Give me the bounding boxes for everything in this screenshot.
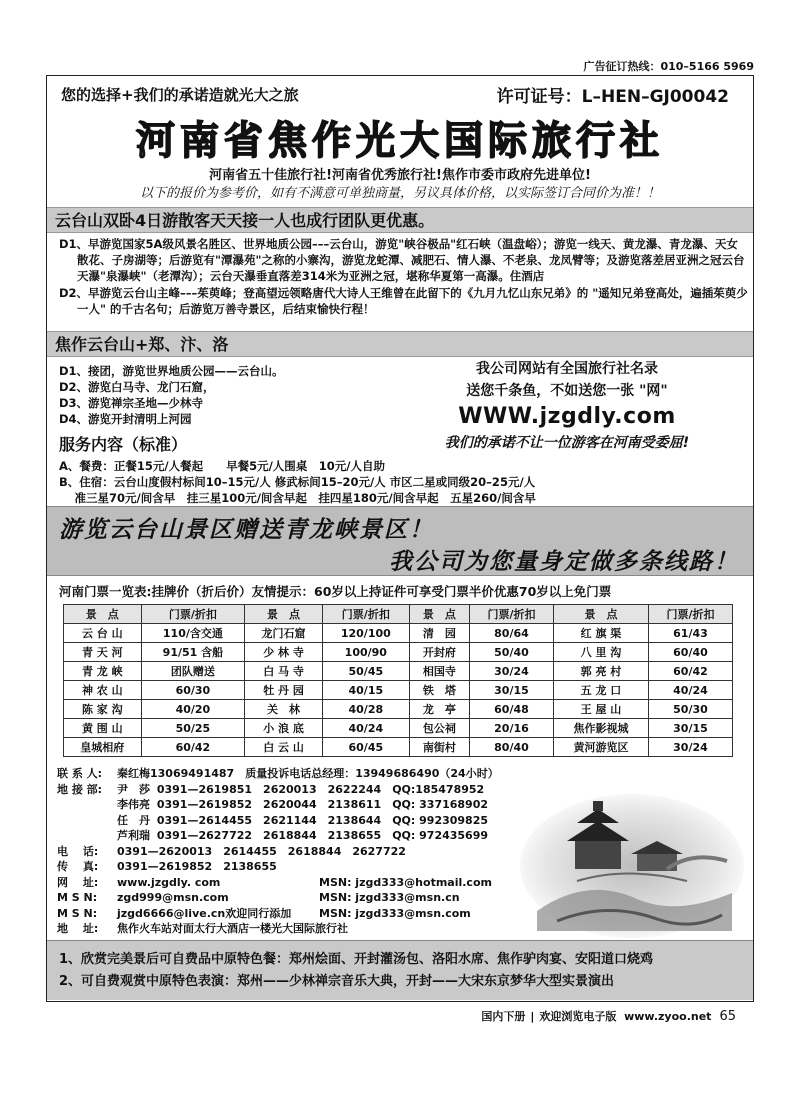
ticket-spot: 神 农 山 [64,681,142,700]
staff-qq: QQ: 337168902 [392,798,489,811]
ticket-spot: 青 天 河 [64,643,142,662]
msn-secondary: MSN: jzgd333@msn.com [319,906,471,920]
tour1-itinerary [59,236,749,318]
ticket-spot: 云 台 山 [64,624,142,643]
ticket-spot: 白 云 山 [245,738,323,757]
promo-banner [47,506,753,576]
ticket-price: 30/24 [648,738,732,757]
ticket-spot: 八 里 沟 [553,643,648,662]
ticket-spot: 关 林 [245,700,323,719]
promo-line2: 送您千条鱼，不如送您一张 "网" [466,383,668,399]
col-price: 门票/折扣 [322,605,409,624]
ticket-price: 60/45 [322,738,409,757]
addr-label: 地 址: [57,922,99,935]
ticket-spot: 少 林 寺 [245,643,323,662]
staff-qq: QQ: 992309825 [392,813,489,827]
contact-info [57,766,527,937]
ticket-price: 120/100 [322,624,409,643]
col-spot: 景 点 [409,605,469,624]
ticket-price: 50/30 [648,700,732,719]
ticket-spot: 黄 围 山 [64,719,142,738]
col-spot: 景 点 [245,605,323,624]
ticket-price: 40/24 [648,681,732,700]
staff-name: 任 丹 [117,813,150,827]
ticket-spot: 牡 丹 园 [245,681,323,700]
msn-secondary: MSN: jzgd333@msn.cn [319,891,460,904]
staff-name: 尹 莎 [117,782,150,796]
ticket-spot: 南街村 [409,738,469,757]
service-lodging: B、住宿：云台山度假村标间10–15元/人 修武标间15–20元/人 市区二星或同级20–25元/人 [59,475,536,489]
tel-label: 电 话: [57,844,99,858]
pavilion-lake-photo [517,781,747,941]
ticket-price: 110/含交通 [141,624,245,643]
msn-label: M S N: [57,891,98,904]
ticket-table [63,604,733,757]
ticket-price: 30/15 [470,681,554,700]
ticket-row [64,719,733,738]
tour1-title: 云台山双卧4日游散客天天接一人也成行团队更优惠。 [47,207,753,233]
col-price: 门票/折扣 [141,605,245,624]
ticket-price: 60/42 [141,738,245,757]
banner-line2: 我公司为您量身定做多条线路！ [389,549,739,575]
ad-hotline: 广告征订热线：010–5166 5969 [583,60,754,73]
web-value[interactable]: www.jzgdly. com [117,875,221,889]
price-disclaimer: 以下的报价为参考价，如有不满意可单独商量，另议具体价格，以实际签订合同价为准！！ [139,186,660,201]
ticket-spot: 焦作影视城 [553,719,648,738]
service-lodging-cont: 准三星70元/间含早 挂三星100元/间含早起 挂四星180元/间含早起 五星260/间含早 [59,491,536,505]
ticket-spot: 相国寺 [409,662,469,681]
ticket-row [64,681,733,700]
ticket-price: 50/25 [141,719,245,738]
staff-name: 芦利瑞 [117,829,150,842]
tour2-day: D1、接团，游览世界地质公园——云台山。 [59,364,284,378]
promo-url[interactable]: WWW.jzgdly.com [458,404,676,429]
ticket-price: 40/15 [322,681,409,700]
tour2-day: D2、游览白马寺、龙门石窟， [59,380,215,394]
footer-site[interactable]: www.zyoo.net [624,1010,712,1023]
tour2-title: 焦作云台山+郑、汴、洛 [47,331,753,357]
col-spot: 景 点 [64,605,142,624]
page-footer: 国内下册 | 欢迎浏览电子版 www.zyoo.net 65 [481,1009,736,1024]
ticket-price: 100/90 [322,643,409,662]
msn-label: M S N: [57,906,98,920]
ticket-row [64,643,733,662]
reception-label: 地 接 部: [57,782,103,796]
ticket-price: 80/40 [470,738,554,757]
ticket-row [64,700,733,719]
ticket-row [64,738,733,757]
ticket-spot: 黄河游览区 [553,738,648,757]
ticket-price: 20/16 [470,719,554,738]
service-details [59,458,749,506]
company-honors: 河南省五十佳旅行社!河南省优秀旅行社!焦作市委市政府先进单位! [209,168,591,183]
ticket-table-title: 河南门票一览表:挂牌价（折后价）友情提示：60岁以上持证件可享受门票半价优惠70岁以上免门票 [59,584,612,599]
ticket-price: 40/20 [141,700,245,719]
footer-tagline: 欢迎浏览电子版 [539,1010,617,1023]
promo-promise: 我们的承诺不让一位游客在河南受委屈! [444,435,690,451]
ticket-header-row [64,605,733,624]
staff-qq: QQ:185478952 [392,782,485,796]
ticket-spot: 陈 家 沟 [64,700,142,719]
ticket-price: 30/24 [470,662,554,681]
col-spot: 景 点 [553,605,648,624]
ticket-spot: 铁 塔 [409,681,469,700]
ad-frame [46,75,754,1002]
ticket-price: 50/40 [470,643,554,662]
header [47,76,753,204]
tour2-day: D3、游览禅宗圣地—少林寺 [59,396,204,410]
tel-value: 0391—2620013 2614455 2618844 2627722 [117,844,406,858]
ticket-price: 60/42 [648,662,732,681]
ticket-price: 团队赠送 [141,662,245,681]
banner-line1: 游览云台山景区赠送青龙峡景区！ [59,517,434,543]
contact-value: 秦红梅13069491487 质量投诉电话总经理：13949686490（24小时） [117,767,499,780]
ticket-price: 30/15 [648,719,732,738]
staff-name: 李伟亮 [117,798,150,811]
slogan: 您的选择+我们的承诺造就光大之旅 [61,86,299,104]
feature-food: 1、欣赏完美景后可自费品中原特色餐：郑州烩面、开封灌汤包、洛阳水席、焦作驴肉宴、安阳道口烧鸡 [59,952,654,967]
website-promo [377,358,754,454]
features-box [47,940,753,1000]
contact-label: 联 系 人: [57,767,103,780]
msn-primary: zgd999@msn.com [117,891,229,904]
promo-line1: 我公司网站有全国旅行社名录 [476,361,658,377]
fax-label: 传 真: [57,860,99,873]
ticket-spot: 龙 亭 [409,700,469,719]
ticket-row [64,624,733,643]
ticket-price: 60/30 [141,681,245,700]
ticket-spot: 小 浪 底 [245,719,323,738]
tour2-itinerary [59,363,389,427]
ticket-spot: 王 屋 山 [553,700,648,719]
staff-phones: 0391—2619852 2620044 2138611 [156,798,382,811]
ticket-spot: 龙门石窟 [245,624,323,643]
ticket-spot: 包公祠 [409,719,469,738]
footer-section: 国内下册 [481,1010,526,1023]
page-number: 65 [719,1009,736,1024]
service-meals: A、餐费：正餐15元/人餐起 早餐5元/人围桌 10元/人自助 [59,459,386,473]
ticket-price: 50/45 [322,662,409,681]
col-price: 门票/折扣 [470,605,554,624]
ticket-row [64,662,733,681]
staff-qq: QQ: 972435699 [392,829,489,842]
staff-phones: 0391—2619851 2620013 2622244 [156,782,382,796]
feature-show: 2、可自费观赏中原特色表演：郑州——少林禅宗音乐大典，开封——大宋东京梦华大型实景演出 [59,974,615,989]
ticket-price: 60/48 [470,700,554,719]
ticket-spot: 清 园 [409,624,469,643]
service-title: 服务内容（标准） [59,435,188,454]
msn-primary: jzgd6666@live.cn欢迎同行添加 [117,906,292,920]
addr-value: 焦作火车站对面太行大酒店一楼光大国际旅行社 [117,922,348,935]
ticket-spot: 红 旗 渠 [553,624,648,643]
ticket-price: 40/28 [322,700,409,719]
ticket-price: 80/64 [470,624,554,643]
ticket-spot: 五 龙 口 [553,681,648,700]
ticket-spot: 青 龙 峡 [64,662,142,681]
license-number: 许可证号：L–HEN–GJ00042 [496,87,729,107]
web-label: 网 址: [57,875,99,889]
staff-phones: 0391—2627722 2618844 2138655 [156,829,382,842]
ticket-spot: 郭 亮 村 [553,662,648,681]
fax-value: 0391—2619852 2138655 [117,860,277,873]
ticket-spot: 白 马 寺 [245,662,323,681]
ticket-body [64,624,733,757]
ticket-price: 61/43 [648,624,732,643]
msn-secondary: MSN: jzgd333@hotmail.com [319,875,492,889]
tour1-day2: D2、早游览云台山主峰–––茱萸峰；登高望远领略唐代大诗人王维曾在此留下的《九月九忆山东兄弟》的 "遥知兄弟登高处，遍插茱萸少一人" 的千古名句；后游览万善寺景区，后结束愉快行程！ [59,286,748,316]
ticket-spot: 开封府 [409,643,469,662]
col-price: 门票/折扣 [648,605,732,624]
ticket-spot: 皇城相府 [64,738,142,757]
tour1-day1: D1、早游览国家5A级风景名胜区、世界地质公园–––云台山，游览"峡谷极品"红石峡（温盘峪）；游览一线天、黄龙瀑、青龙瀑、天女散花、子房湖等；后游览有"潭瀑苑"之称的小寨沟，游览龙蛇潭、减肥石、情人瀑、不老泉、龙凤臂等；及游览落差居亚洲之冠云台天瀑"泉瀑峡"（老潭沟）；云台天瀑垂直落差314米为亚洲之冠，堪称华夏第一高瀑。住酒店 [59,237,745,283]
ticket-price: 60/40 [648,643,732,662]
staff-phones: 0391—2614455 2621144 2138644 [156,813,382,827]
ticket-price: 91/51 含船 [141,643,245,662]
ticket-price: 40/24 [322,719,409,738]
company-name: 河南省焦作光大国际旅行社 [135,118,664,164]
tour2-day: D4、游览开封清明上河园 [59,412,192,426]
